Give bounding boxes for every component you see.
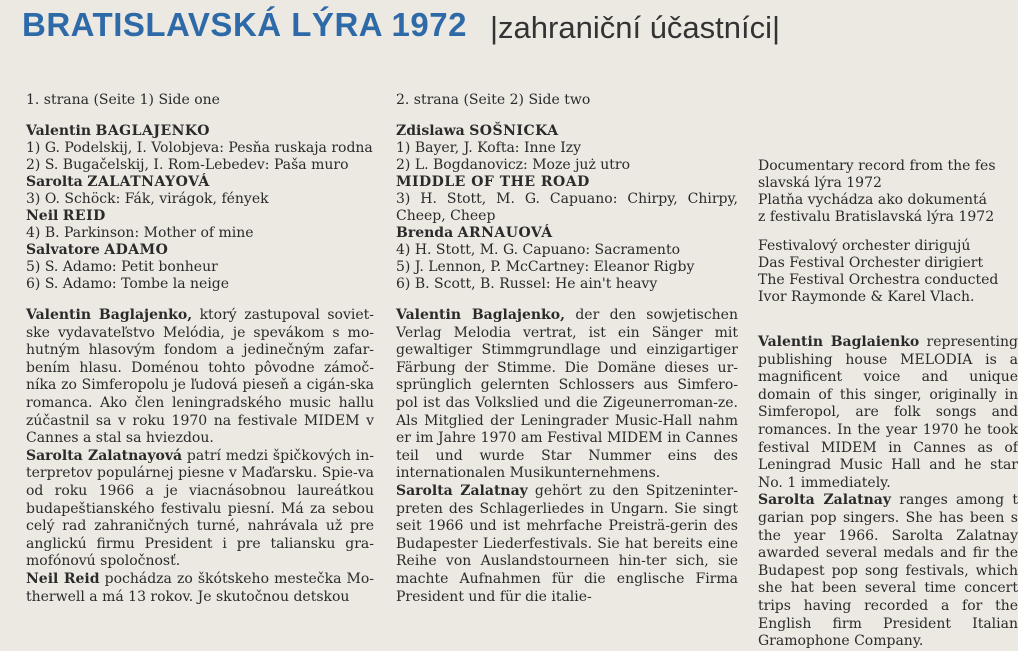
record-subtitle: |zahraniční účastníci| <box>490 10 781 45</box>
column-english <box>758 158 1018 651</box>
track-item: 4) H. Stott, M. G. Capuano: Sacramento <box>396 242 680 258</box>
orchestra-info <box>758 238 1018 306</box>
track-item: 6) S. Adamo: Tombe la neige <box>26 276 230 292</box>
track-item: 1) Bayer, J. Kofta: Inne Izy <box>396 140 582 156</box>
bio-text <box>26 307 374 606</box>
info-line: The Festival Orchestra conducted <box>758 272 999 288</box>
track-item: 3) O. Schöck: Fák, virágok, fények <box>26 191 269 207</box>
track-item: 2) L. Bogdanovicz: Moze już utro <box>396 157 631 173</box>
info-line: Platňa vychádza ako dokumentá <box>758 192 987 208</box>
info-line: slavská lýra 1972 <box>758 175 882 191</box>
info-line: Documentary record from the fes <box>758 158 996 174</box>
track-item: 3) H. Stott, M. G. Capuano: Chirpy, Chirpy, Cheep, Cheep <box>396 191 738 224</box>
bio-paragraph: Valentin Baglaienko representing publishing house MELODIA is a magnificent voice and unique domain of this singer, originally in Simferopol, are folk songs and romances. In the year 1970 he took festival MIDEM in Cannes as of Leningrad Music Hall and he star No. 1 immediately. <box>758 334 1018 491</box>
column-slovak <box>26 92 374 606</box>
record-info <box>758 158 1018 226</box>
track-item: 5) S. Adamo: Petit bonheur <box>26 259 218 275</box>
info-line: Das Festival Orchester dirigiert <box>758 255 984 271</box>
bio-paragraph: Neil Reid pochádza zo škótskeho mestečka Mo-therwell a má 13 rokov. Je skutočnou detskou <box>26 570 374 605</box>
track-item: 5) J. Lennon, P. McCartney: Eleanor Rigby <box>396 259 695 275</box>
bio-text <box>758 334 1018 651</box>
track-item: 4) B. Parkinson: Mother of mine <box>26 225 254 241</box>
band-name: MIDDLE OF THE ROAD <box>396 174 590 190</box>
artist-name: Salvatore ADAMO <box>26 242 169 258</box>
bio-paragraph: Sarolta Zalatnayová patrí medzi špičkových in-terpretov populárnej piesne v Maďarsku. Spie-va od roku 1966 a je viacnásobnou laureátkou budapeštianského festivalu piesní. Má za sebou celý rad zahraničných turné, nahrávala už pre anglickú firmu President i pre taliansku gra-mofónovú spoločnosť. <box>26 447 375 570</box>
artist-name: Neil REID <box>26 208 106 224</box>
bio-paragraph: Sarolta Zalatnay ranges among t garian pop singers. She has been s the year 1966. Sarolta Zalatnay awarded several medals and fir the Budapest pop song festivals, which she hat been several time concert trips having recorded a for the English firm President Italian Gramophone Company. <box>758 492 1018 650</box>
info-line: Festivalový orchester dirigujú <box>758 238 971 254</box>
artist-name: Sarolta ZALATNAYOVÁ <box>26 174 210 190</box>
info-line: Ivor Raymonde & Karel Vlach. <box>758 289 975 305</box>
artist-name: Valentin BAGLAJENKO <box>26 123 210 139</box>
bio-text <box>396 307 738 606</box>
bio-paragraph: Valentin Baglajenko, ktorý zastupoval soviet-ske vydavateľstvo Melódia, je spevákom s mo-hutným hlasovým fondom a jedinečným zafar-bením hlasu. Doménou tohto pôvodne zámoč-níka zo Simferopolu je ľudová pieseň a cigán-ska romanca. Ako člen leningradského music hallu zúčastnil sa v roku 1970 na festivale MIDEM v Cannes a stal sa hviezdou. <box>26 307 374 447</box>
track-item: 6) B. Scott, B. Russel: He ain't heavy <box>396 276 658 292</box>
column-german <box>396 92 738 606</box>
record-title: BRATISLAVSKÁ LÝRA 1972 <box>22 6 467 43</box>
side-heading: 2. strana (Seite 2) Side two <box>396 92 591 108</box>
bio-paragraph: Valentin Baglajenko, der den sowjetischen Verlag Melodia vertrat, ist ein Sänger mit gewaltiger Stimmgrundlage und einzigartiger Färbung der Stimme. Die Domäne dieses ur-sprünglich gelernten Schlossers aus Simfero-pol ist das Volkslied und die Zigeunerroman-ze. Als Mitglied der Leningrader Music-Hall nahm er im Jahre 1970 am Festival MIDEM in Cannes teil und wurde Star Nummer eins des internationalen Musikunternehmens. <box>396 307 738 482</box>
track-item: 2) S. Bugačelskij, I. Rom-Lebedev: Paša muro <box>26 157 349 173</box>
bio-paragraph: Sarolta Zalatnay gehört zu den Spitzeninter-preten des Schlagerliedes in Ungarn. Sie singt seit 1966 und ist mehrfache Preisträ-gerin des Budapester Liederfestivals. Sie hat bereits eine Reihe von Auslandstourneen hin-ter sich, sie machte Aufnahmen für die englische Firma President und für die italie- <box>396 482 738 605</box>
side-heading: 1. strana (Seite 1) Side one <box>26 92 220 108</box>
artist-name: Zdislawa SOŠNICKA <box>396 123 559 139</box>
artist-name: Brenda ARNAUOVÁ <box>396 225 553 241</box>
info-line: z festivalu Bratislavská lýra 1972 <box>758 209 995 225</box>
track-item: 1) G. Podelskij, I. Volobjeva: Pesňa ruskaja rodna <box>26 140 373 156</box>
